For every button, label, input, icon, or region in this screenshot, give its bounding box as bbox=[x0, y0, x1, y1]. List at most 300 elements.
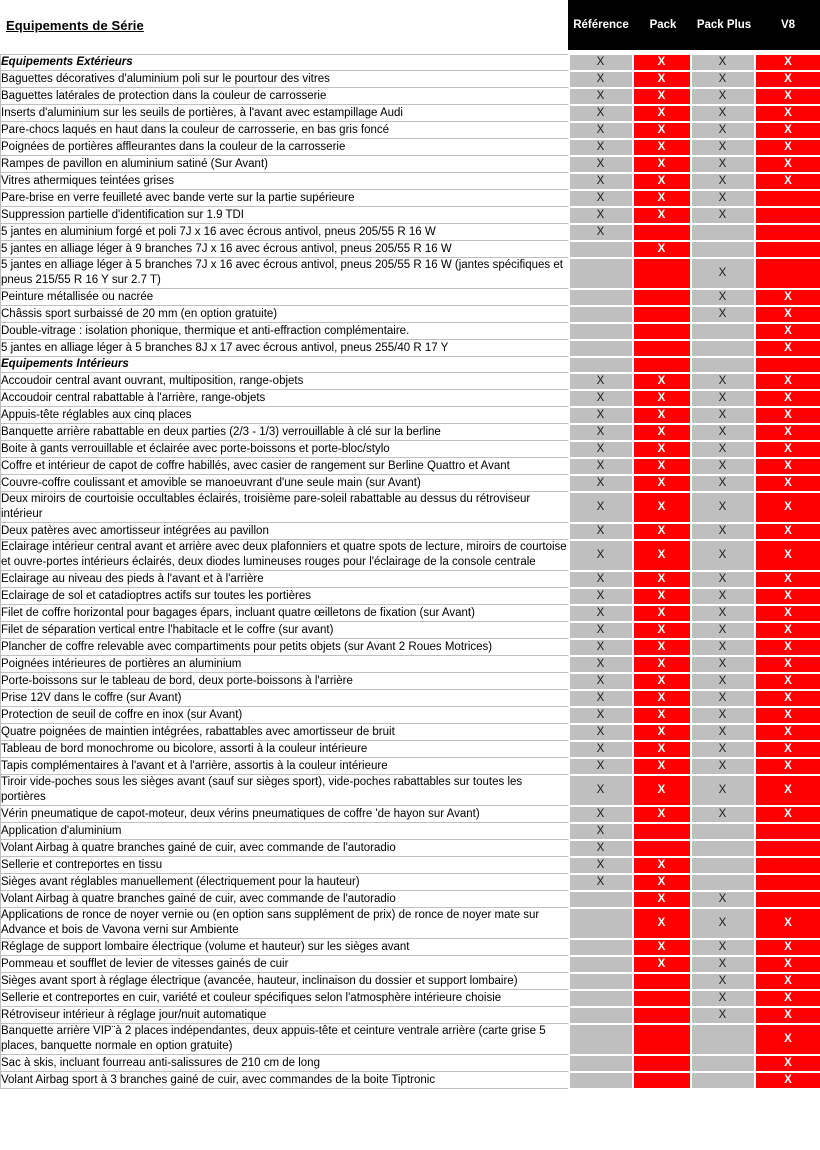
table-row bbox=[1, 340, 820, 357]
table-row bbox=[1, 724, 820, 741]
equipment-label-cell: Eclairage au niveau des pieds à l'avant et à l'arrière bbox=[1, 571, 569, 588]
equipment-label-cell: Banquette arrière VIP¨à 2 places indépendantes, deux appuis-tête et ceinture ventrale arrière (carte grise 5 places, banquette normale en option gratuite) bbox=[1, 1024, 569, 1055]
mark-cell-pack-plus: X bbox=[691, 656, 755, 673]
table-row bbox=[1, 741, 820, 758]
mark-cell-pack: X bbox=[633, 88, 691, 105]
table-row bbox=[1, 323, 820, 340]
mark-cell-pack-plus: X bbox=[691, 71, 755, 88]
mark-cell-reference: X bbox=[569, 707, 633, 724]
mark-cell-reference bbox=[569, 939, 633, 956]
mark-cell-v8 bbox=[755, 891, 820, 908]
mark-cell-pack-plus bbox=[691, 241, 755, 258]
table-row bbox=[1, 258, 820, 289]
column-header-v8: V8 bbox=[780, 19, 796, 31]
mark-cell-pack: X bbox=[633, 173, 691, 190]
mark-cell-pack: X bbox=[633, 458, 691, 475]
mark-cell-reference: X bbox=[569, 823, 633, 840]
mark-cell-reference bbox=[569, 973, 633, 990]
mark-cell-pack-plus: X bbox=[691, 605, 755, 622]
mark-cell-pack-plus: X bbox=[691, 806, 755, 823]
equipment-label-cell: 5 jantes en alliage léger à 5 branches 7J x 16 avec écrous antivol, pneus 205/55 R 16 W (jantes spécifiques et pneus 215/55 R 16 Y sur 2.7 T) bbox=[1, 258, 569, 289]
table-row bbox=[1, 690, 820, 707]
mark-cell-v8: X bbox=[755, 55, 820, 71]
mark-cell-pack-plus: X bbox=[691, 973, 755, 990]
mark-cell-pack-plus: X bbox=[691, 173, 755, 190]
table-row bbox=[1, 207, 820, 224]
equipment-label-cell: Pare-chocs laqués en haut dans la couleur de carrosserie, en bas gris foncé bbox=[1, 122, 569, 139]
equipment-label-cell: Pare-brise en verre feuilleté avec bande verte sur la partie supérieure bbox=[1, 190, 569, 207]
table-row bbox=[1, 908, 820, 939]
mark-cell-v8: X bbox=[755, 939, 820, 956]
mark-cell-pack bbox=[633, 973, 691, 990]
column-header-pack: Pack bbox=[649, 19, 677, 31]
mark-cell-reference: X bbox=[569, 156, 633, 173]
equipment-label-cell: Sellerie et contreportes en cuir, variété et couleur spécifiques selon l'atmosphère intérieure choisie bbox=[1, 990, 569, 1007]
table-row bbox=[1, 1072, 820, 1089]
mark-cell-pack-plus: X bbox=[691, 939, 755, 956]
mark-cell-v8: X bbox=[755, 475, 820, 492]
mark-cell-pack: X bbox=[633, 908, 691, 939]
mark-cell-v8 bbox=[755, 224, 820, 241]
mark-cell-v8: X bbox=[755, 390, 820, 407]
mark-cell-v8: X bbox=[755, 71, 820, 88]
table-row bbox=[1, 874, 820, 891]
mark-cell-pack-plus: X bbox=[691, 891, 755, 908]
mark-cell-pack-plus: X bbox=[691, 258, 755, 289]
mark-cell-pack: X bbox=[633, 939, 691, 956]
mark-cell-pack-plus bbox=[691, 323, 755, 340]
mark-cell-reference: X bbox=[569, 673, 633, 690]
equipment-label-cell: Volant Airbag à quatre branches gainé de cuir, avec commande de l'autoradio bbox=[1, 840, 569, 857]
mark-cell-pack-plus: X bbox=[691, 673, 755, 690]
mark-cell-pack bbox=[633, 323, 691, 340]
column-header-bar bbox=[568, 0, 820, 50]
equipment-label-cell: Châssis sport surbaissé de 20 mm (en option gratuite) bbox=[1, 306, 569, 323]
mark-cell-pack-plus: X bbox=[691, 571, 755, 588]
table-row bbox=[1, 1055, 820, 1072]
mark-cell-reference: X bbox=[569, 390, 633, 407]
mark-cell-reference bbox=[569, 241, 633, 258]
equipment-label-cell: Deux miroirs de courtoisie occultables éclairés, troisième pare-soleil rabattable au dessus du rétroviseur intérieur bbox=[1, 492, 569, 523]
equipment-label-cell: Poignées de portières affleurantes dans la couleur de la carrosserie bbox=[1, 139, 569, 156]
mark-cell-pack: X bbox=[633, 605, 691, 622]
table-row bbox=[1, 639, 820, 656]
mark-cell-reference: X bbox=[569, 857, 633, 874]
table-row bbox=[1, 156, 820, 173]
mark-cell-pack: X bbox=[633, 639, 691, 656]
page-title: Equipements de Série bbox=[6, 18, 144, 33]
equipment-label-cell: Volant Airbag à quatre branches gainé de cuir, avec commande de l'autoradio bbox=[1, 891, 569, 908]
mark-cell-pack: X bbox=[633, 571, 691, 588]
equipment-label-cell: Appuis-tête réglables aux cinq places bbox=[1, 407, 569, 424]
mark-cell-v8: X bbox=[755, 690, 820, 707]
mark-cell-reference bbox=[569, 357, 633, 373]
table-row bbox=[1, 605, 820, 622]
mark-cell-pack-plus: X bbox=[691, 956, 755, 973]
mark-cell-pack-plus: X bbox=[691, 424, 755, 441]
mark-cell-pack bbox=[633, 990, 691, 1007]
mark-cell-reference: X bbox=[569, 639, 633, 656]
mark-cell-reference: X bbox=[569, 207, 633, 224]
equipment-label-cell: Filet de séparation vertical entre l'habitacle et le coffre (sur avant) bbox=[1, 622, 569, 639]
mark-cell-pack: X bbox=[633, 690, 691, 707]
mark-cell-pack-plus: X bbox=[691, 289, 755, 306]
mark-cell-pack-plus: X bbox=[691, 88, 755, 105]
mark-cell-v8: X bbox=[755, 605, 820, 622]
table-row bbox=[1, 1024, 820, 1055]
mark-cell-reference bbox=[569, 1007, 633, 1024]
mark-cell-v8: X bbox=[755, 990, 820, 1007]
table-row bbox=[1, 1007, 820, 1024]
mark-cell-pack-plus bbox=[691, 840, 755, 857]
mark-cell-pack: X bbox=[633, 956, 691, 973]
mark-cell-v8 bbox=[755, 241, 820, 258]
table-row bbox=[1, 857, 820, 874]
mark-cell-pack: X bbox=[633, 673, 691, 690]
mark-cell-pack-plus: X bbox=[691, 690, 755, 707]
mark-cell-v8: X bbox=[755, 758, 820, 775]
table-row bbox=[1, 289, 820, 306]
mark-cell-v8: X bbox=[755, 340, 820, 357]
equipment-label-cell: Eclairage intérieur central avant et arrière avec deux plafonniers et quatre spots de lecture, miroirs de courtoise et ouvre-portes intérieurs éclairés, deux diodes lumineuses rouges pour l'éclairage de la console centrale bbox=[1, 540, 569, 571]
mark-cell-pack-plus: X bbox=[691, 105, 755, 122]
equipment-label-cell: Banquette arrière rabattable en deux parties (2/3 - 1/3) verrouillable à clé sur la berline bbox=[1, 424, 569, 441]
table-row bbox=[1, 424, 820, 441]
mark-cell-v8: X bbox=[755, 707, 820, 724]
equipment-label-cell: Poignées intérieures de portières an aluminium bbox=[1, 656, 569, 673]
mark-cell-v8: X bbox=[755, 122, 820, 139]
mark-cell-pack: X bbox=[633, 139, 691, 156]
mark-cell-pack: X bbox=[633, 622, 691, 639]
mark-cell-pack-plus: X bbox=[691, 540, 755, 571]
mark-cell-v8: X bbox=[755, 908, 820, 939]
mark-cell-pack: X bbox=[633, 190, 691, 207]
mark-cell-pack-plus bbox=[691, 224, 755, 241]
table-row bbox=[1, 823, 820, 840]
table-row bbox=[1, 492, 820, 523]
mark-cell-reference: X bbox=[569, 724, 633, 741]
mark-cell-pack: X bbox=[633, 891, 691, 908]
mark-cell-reference bbox=[569, 323, 633, 340]
mark-cell-v8: X bbox=[755, 156, 820, 173]
equipment-label-cell: Vitres athermiques teintées grises bbox=[1, 173, 569, 190]
mark-cell-pack bbox=[633, 1024, 691, 1055]
mark-cell-pack-plus: X bbox=[691, 1007, 755, 1024]
table-row bbox=[1, 224, 820, 241]
equipment-label-cell: Double-vitrage : isolation phonique, thermique et anti-effraction complémentaire. bbox=[1, 323, 569, 340]
mark-cell-pack-plus bbox=[691, 357, 755, 373]
mark-cell-pack: X bbox=[633, 492, 691, 523]
mark-cell-reference bbox=[569, 258, 633, 289]
equipment-label-cell: Porte-boissons sur le tableau de bord, deux porte-boissons à l'arrière bbox=[1, 673, 569, 690]
mark-cell-v8: X bbox=[755, 139, 820, 156]
mark-cell-pack bbox=[633, 340, 691, 357]
mark-cell-reference bbox=[569, 1055, 633, 1072]
mark-cell-v8: X bbox=[755, 724, 820, 741]
mark-cell-pack-plus: X bbox=[691, 639, 755, 656]
mark-cell-reference: X bbox=[569, 458, 633, 475]
table-row bbox=[1, 122, 820, 139]
mark-cell-reference: X bbox=[569, 407, 633, 424]
equipment-label-cell: Tapis complémentaires à l'avant et à l'arrière, assortis à la couleur intérieure bbox=[1, 758, 569, 775]
mark-cell-pack bbox=[633, 306, 691, 323]
equipment-label-cell: Applications de ronce de noyer vernie ou (en option sans supplément de prix) de ronce de noyer mate sur Advance et bois de Vavona verni sur Ambiente bbox=[1, 908, 569, 939]
equipment-label-cell: Baguettes latérales de protection dans la couleur de carrosserie bbox=[1, 88, 569, 105]
table-row bbox=[1, 407, 820, 424]
mark-cell-pack-plus bbox=[691, 1024, 755, 1055]
mark-cell-v8 bbox=[755, 840, 820, 857]
table-row bbox=[1, 458, 820, 475]
section-heading-cell: Equipements Extérieurs bbox=[1, 55, 569, 71]
mark-cell-v8: X bbox=[755, 105, 820, 122]
mark-cell-pack-plus: X bbox=[691, 724, 755, 741]
table-row bbox=[1, 88, 820, 105]
mark-cell-v8 bbox=[755, 207, 820, 224]
mark-cell-pack-plus: X bbox=[691, 458, 755, 475]
table-row bbox=[1, 241, 820, 258]
mark-cell-v8: X bbox=[755, 458, 820, 475]
mark-cell-reference: X bbox=[569, 373, 633, 390]
mark-cell-pack-plus: X bbox=[691, 306, 755, 323]
mark-cell-pack: X bbox=[633, 758, 691, 775]
mark-cell-pack-plus: X bbox=[691, 156, 755, 173]
table-row bbox=[1, 758, 820, 775]
equipment-label-cell: Protection de seuil de coffre en inox (sur Avant) bbox=[1, 707, 569, 724]
mark-cell-v8 bbox=[755, 258, 820, 289]
mark-cell-reference: X bbox=[569, 588, 633, 605]
mark-cell-reference: X bbox=[569, 190, 633, 207]
mark-cell-reference bbox=[569, 891, 633, 908]
mark-cell-v8 bbox=[755, 190, 820, 207]
equipment-label-cell: Boite à gants verrouillable et éclairée avec porte-boissons et porte-bloc/stylo bbox=[1, 441, 569, 458]
mark-cell-v8: X bbox=[755, 956, 820, 973]
mark-cell-pack: X bbox=[633, 55, 691, 71]
mark-cell-reference: X bbox=[569, 139, 633, 156]
mark-cell-pack: X bbox=[633, 874, 691, 891]
mark-cell-v8 bbox=[755, 357, 820, 373]
table-row bbox=[1, 190, 820, 207]
column-header-reference: Référence bbox=[573, 19, 629, 31]
mark-cell-pack: X bbox=[633, 523, 691, 540]
equipment-label-cell: Rampes de pavillon en aluminium satiné (Sur Avant) bbox=[1, 156, 569, 173]
table-row bbox=[1, 441, 820, 458]
equipment-label-cell: Sièges avant sport à réglage électrique (avancée, hauteur, inclinaison du dossier et support lombaire) bbox=[1, 973, 569, 990]
equipment-label-cell: Sellerie et contreportes en tissu bbox=[1, 857, 569, 874]
equipment-label-cell: Vérin pneumatique de capot-moteur, deux vérins pneumatiques de coffre 'de hayon sur Avant) bbox=[1, 806, 569, 823]
mark-cell-reference: X bbox=[569, 523, 633, 540]
mark-cell-v8: X bbox=[755, 571, 820, 588]
mark-cell-pack-plus bbox=[691, 857, 755, 874]
mark-cell-pack: X bbox=[633, 241, 691, 258]
mark-cell-pack-plus: X bbox=[691, 990, 755, 1007]
mark-cell-pack-plus: X bbox=[691, 390, 755, 407]
mark-cell-pack: X bbox=[633, 207, 691, 224]
mark-cell-v8: X bbox=[755, 1072, 820, 1089]
mark-cell-reference: X bbox=[569, 173, 633, 190]
table-row bbox=[1, 475, 820, 492]
mark-cell-pack: X bbox=[633, 373, 691, 390]
mark-cell-v8: X bbox=[755, 441, 820, 458]
mark-cell-pack-plus: X bbox=[691, 441, 755, 458]
table-row bbox=[1, 55, 820, 71]
mark-cell-pack: X bbox=[633, 122, 691, 139]
mark-cell-pack-plus: X bbox=[691, 207, 755, 224]
equipment-label-cell: Accoudoir central avant ouvrant, multiposition, range-objets bbox=[1, 373, 569, 390]
table-row bbox=[1, 105, 820, 122]
table-row bbox=[1, 588, 820, 605]
equipment-label-cell: 5 jantes en alliage léger à 9 branches 7J x 16 avec écrous antivol, pneus 205/55 R 16 W bbox=[1, 241, 569, 258]
table-row bbox=[1, 306, 820, 323]
mark-cell-pack-plus bbox=[691, 1072, 755, 1089]
mark-cell-v8 bbox=[755, 874, 820, 891]
equipment-label-cell: Accoudoir central rabattable à l'arrière, range-objets bbox=[1, 390, 569, 407]
table-row bbox=[1, 840, 820, 857]
mark-cell-v8 bbox=[755, 823, 820, 840]
mark-cell-reference bbox=[569, 340, 633, 357]
mark-cell-pack-plus bbox=[691, 823, 755, 840]
mark-cell-v8: X bbox=[755, 424, 820, 441]
mark-cell-pack-plus: X bbox=[691, 741, 755, 758]
mark-cell-pack-plus bbox=[691, 874, 755, 891]
equipment-label-cell: Rétroviseur intérieur à réglage jour/nuit automatique bbox=[1, 1007, 569, 1024]
mark-cell-reference: X bbox=[569, 806, 633, 823]
mark-cell-reference bbox=[569, 1024, 633, 1055]
mark-cell-pack: X bbox=[633, 105, 691, 122]
table-row bbox=[1, 622, 820, 639]
equipment-label-cell: Eclairage de sol et catadioptres actifs sur toutes les portières bbox=[1, 588, 569, 605]
mark-cell-reference: X bbox=[569, 605, 633, 622]
equipment-label-cell: Couvre-coffre coulissant et amovible se manoeuvrant d'une seule main (sur Avant) bbox=[1, 475, 569, 492]
mark-cell-pack bbox=[633, 1055, 691, 1072]
mark-cell-pack bbox=[633, 258, 691, 289]
mark-cell-reference: X bbox=[569, 874, 633, 891]
equipment-table bbox=[0, 54, 820, 1090]
mark-cell-pack bbox=[633, 289, 691, 306]
table-row bbox=[1, 891, 820, 908]
mark-cell-pack: X bbox=[633, 540, 691, 571]
table-row bbox=[1, 939, 820, 956]
equipment-label-cell: Peinture métallisée ou nacrée bbox=[1, 289, 569, 306]
mark-cell-reference: X bbox=[569, 840, 633, 857]
equipment-label-cell: Quatre poignées de maintien intégrées, rabattables avec amortisseur de bruit bbox=[1, 724, 569, 741]
mark-cell-pack: X bbox=[633, 475, 691, 492]
mark-cell-pack-plus: X bbox=[691, 475, 755, 492]
equipment-label-cell: Filet de coffre horizontal pour bagages épars, incluant quatre œilletons de fixation (sur Avant) bbox=[1, 605, 569, 622]
mark-cell-reference: X bbox=[569, 540, 633, 571]
mark-cell-v8: X bbox=[755, 1055, 820, 1072]
mark-cell-reference: X bbox=[569, 475, 633, 492]
mark-cell-reference: X bbox=[569, 622, 633, 639]
mark-cell-v8: X bbox=[755, 673, 820, 690]
table-row bbox=[1, 357, 820, 373]
table-row bbox=[1, 673, 820, 690]
table-row bbox=[1, 806, 820, 823]
mark-cell-pack: X bbox=[633, 656, 691, 673]
mark-cell-reference: X bbox=[569, 690, 633, 707]
mark-cell-v8: X bbox=[755, 289, 820, 306]
equipment-label-cell: 5 jantes en alliage léger à 5 branches 8J x 17 avec écrous antivol, pneus 255/40 R 17 Y bbox=[1, 340, 569, 357]
equipment-label-cell: 5 jantes en aluminium forgé et poli 7J x 16 avec écrous antivol, pneus 205/55 R 16 W bbox=[1, 224, 569, 241]
equipment-label-cell: Tableau de bord monochrome ou bicolore, assorti à la couleur intérieure bbox=[1, 741, 569, 758]
table-row bbox=[1, 775, 820, 806]
mark-cell-pack-plus: X bbox=[691, 55, 755, 71]
mark-cell-pack-plus: X bbox=[691, 775, 755, 806]
mark-cell-pack: X bbox=[633, 71, 691, 88]
mark-cell-reference bbox=[569, 289, 633, 306]
mark-cell-pack bbox=[633, 1072, 691, 1089]
mark-cell-v8: X bbox=[755, 173, 820, 190]
mark-cell-pack-plus: X bbox=[691, 122, 755, 139]
mark-cell-reference: X bbox=[569, 492, 633, 523]
mark-cell-pack-plus: X bbox=[691, 523, 755, 540]
mark-cell-v8: X bbox=[755, 622, 820, 639]
mark-cell-pack: X bbox=[633, 407, 691, 424]
mark-cell-pack: X bbox=[633, 741, 691, 758]
mark-cell-pack-plus: X bbox=[691, 588, 755, 605]
mark-cell-reference: X bbox=[569, 105, 633, 122]
mark-cell-reference: X bbox=[569, 741, 633, 758]
mark-cell-reference: X bbox=[569, 88, 633, 105]
mark-cell-pack: X bbox=[633, 724, 691, 741]
mark-cell-v8: X bbox=[755, 639, 820, 656]
equipment-label-cell: Coffre et intérieur de capot de coffre habillés, avec casier de rangement sur Berline Quattro et Avant bbox=[1, 458, 569, 475]
equipment-label-cell: Plancher de coffre relevable avec compartiments pour petits objets (sur Avant 2 Roues Motrices) bbox=[1, 639, 569, 656]
mark-cell-v8: X bbox=[755, 1007, 820, 1024]
column-header-pack-plus: Pack Plus bbox=[696, 19, 752, 31]
table-row bbox=[1, 656, 820, 673]
table-row bbox=[1, 956, 820, 973]
mark-cell-reference bbox=[569, 956, 633, 973]
mark-cell-v8: X bbox=[755, 588, 820, 605]
mark-cell-v8: X bbox=[755, 407, 820, 424]
mark-cell-pack: X bbox=[633, 390, 691, 407]
table-row bbox=[1, 707, 820, 724]
mark-cell-v8: X bbox=[755, 775, 820, 806]
mark-cell-reference: X bbox=[569, 122, 633, 139]
equipment-label-cell: Réglage de support lombaire électrique (volume et hauteur) sur les sièges avant bbox=[1, 939, 569, 956]
table-row bbox=[1, 540, 820, 571]
section-heading-cell: Equipements Intérieurs bbox=[1, 357, 569, 373]
mark-cell-pack bbox=[633, 823, 691, 840]
equipment-label-cell: Sièges avant réglables manuellement (électriquement pour la hauteur) bbox=[1, 874, 569, 891]
mark-cell-pack: X bbox=[633, 707, 691, 724]
equipment-label-cell: Pommeau et soufflet de levier de vitesses gainés de cuir bbox=[1, 956, 569, 973]
mark-cell-reference: X bbox=[569, 571, 633, 588]
mark-cell-reference: X bbox=[569, 224, 633, 241]
mark-cell-reference: X bbox=[569, 55, 633, 71]
mark-cell-v8: X bbox=[755, 656, 820, 673]
table-row bbox=[1, 71, 820, 88]
mark-cell-pack bbox=[633, 224, 691, 241]
equipment-label-cell: Sac à skis, incluant fourreau anti-salissures de 210 cm de long bbox=[1, 1055, 569, 1072]
mark-cell-reference: X bbox=[569, 656, 633, 673]
mark-cell-v8: X bbox=[755, 1024, 820, 1055]
mark-cell-pack-plus: X bbox=[691, 373, 755, 390]
mark-cell-v8: X bbox=[755, 806, 820, 823]
table-row bbox=[1, 373, 820, 390]
table-row bbox=[1, 139, 820, 156]
equipment-label-cell: Inserts d'aluminium sur les seuils de portières, à l'avant avec estampillage Audi bbox=[1, 105, 569, 122]
mark-cell-pack: X bbox=[633, 857, 691, 874]
mark-cell-v8: X bbox=[755, 323, 820, 340]
mark-cell-pack bbox=[633, 840, 691, 857]
mark-cell-pack-plus bbox=[691, 340, 755, 357]
mark-cell-pack-plus: X bbox=[691, 707, 755, 724]
mark-cell-pack: X bbox=[633, 775, 691, 806]
mark-cell-pack: X bbox=[633, 588, 691, 605]
equipment-label-cell: Prise 12V dans le coffre (sur Avant) bbox=[1, 690, 569, 707]
mark-cell-pack-plus: X bbox=[691, 139, 755, 156]
